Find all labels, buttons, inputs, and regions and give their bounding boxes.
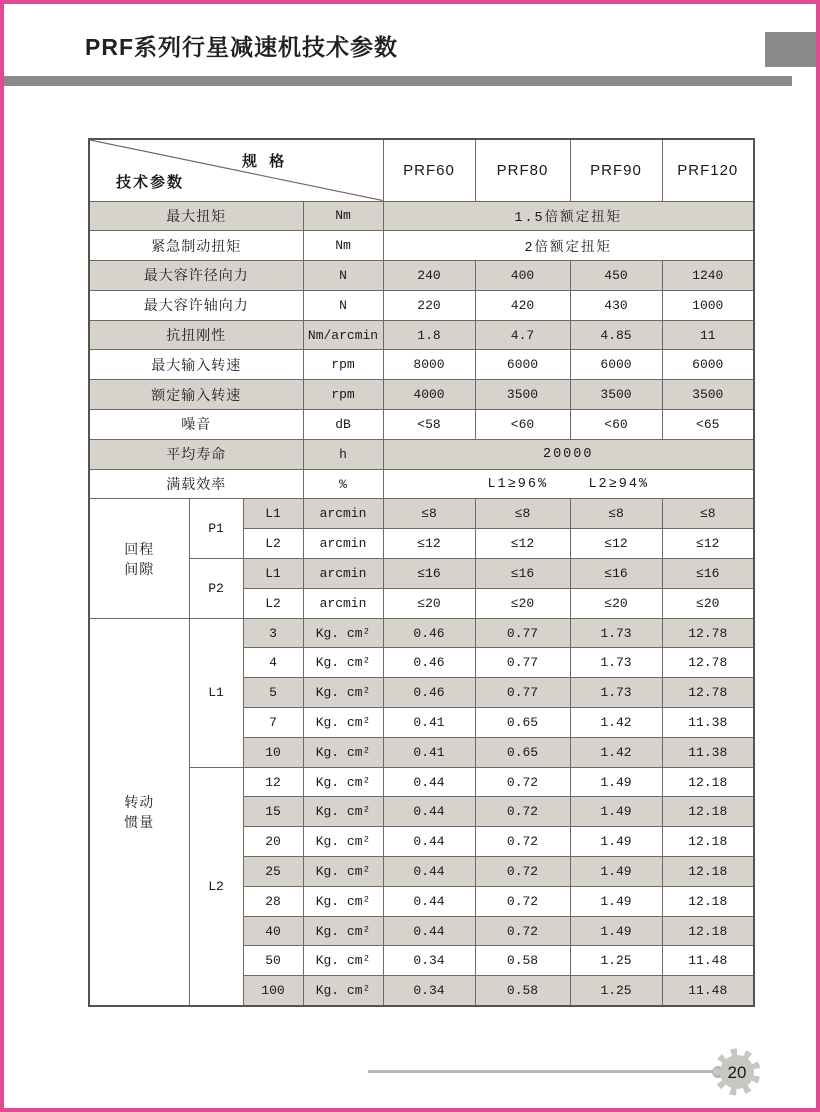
value-cell: 0.65 bbox=[475, 737, 570, 767]
value-cell: 0.72 bbox=[475, 886, 570, 916]
ratio-cell: 10 bbox=[243, 737, 303, 767]
merged-value-cell: 1.5倍额定扭矩 bbox=[383, 201, 754, 231]
value-cell: ≤12 bbox=[383, 529, 475, 559]
param-label-cell: 抗扭刚性 bbox=[89, 320, 303, 350]
ratio-cell: L1 bbox=[243, 499, 303, 529]
unit-cell: Kg. cm² bbox=[303, 737, 383, 767]
table-row bbox=[89, 439, 754, 469]
merged-value-cell: L1≥96% L2≥94% bbox=[383, 469, 754, 499]
param-label-cell: 噪音 bbox=[89, 410, 303, 440]
value-cell: 400 bbox=[475, 261, 570, 291]
unit-cell: Kg. cm² bbox=[303, 886, 383, 916]
spec-table bbox=[88, 138, 755, 1007]
table-row bbox=[89, 261, 754, 291]
value-cell: 12.78 bbox=[662, 678, 754, 708]
value-cell: ≤16 bbox=[662, 559, 754, 589]
value-cell: ≤16 bbox=[475, 559, 570, 589]
table-header-row bbox=[89, 139, 754, 201]
value-cell: 0.44 bbox=[383, 886, 475, 916]
unit-cell: Kg. cm² bbox=[303, 857, 383, 887]
ratio-cell: 4 bbox=[243, 648, 303, 678]
value-cell: 240 bbox=[383, 261, 475, 291]
footer-rule bbox=[368, 1070, 716, 1073]
ratio-cell: L2 bbox=[243, 529, 303, 559]
value-cell: 1.8 bbox=[383, 320, 475, 350]
value-cell: 12.18 bbox=[662, 767, 754, 797]
value-cell: 0.46 bbox=[383, 678, 475, 708]
value-cell: ≤20 bbox=[570, 588, 662, 618]
ratio-cell: 7 bbox=[243, 708, 303, 738]
table-row bbox=[89, 618, 754, 648]
ratio-cell: 50 bbox=[243, 946, 303, 976]
gear-icon bbox=[710, 1045, 764, 1099]
value-cell: ≤8 bbox=[570, 499, 662, 529]
page-number-badge bbox=[710, 1045, 764, 1099]
ratio-cell: 20 bbox=[243, 827, 303, 857]
title-underline-bar bbox=[4, 76, 792, 86]
value-cell: 6000 bbox=[475, 350, 570, 380]
group-cell: 回程 间隙 bbox=[89, 499, 189, 618]
value-cell: <58 bbox=[383, 410, 475, 440]
value-cell: 3500 bbox=[662, 380, 754, 410]
ratio-cell: 40 bbox=[243, 916, 303, 946]
table-row bbox=[89, 767, 754, 797]
table-row bbox=[89, 320, 754, 350]
unit-cell: rpm bbox=[303, 380, 383, 410]
unit-cell: Kg. cm² bbox=[303, 827, 383, 857]
value-cell: 12.18 bbox=[662, 886, 754, 916]
unit-cell: Kg. cm² bbox=[303, 767, 383, 797]
ratio-cell: 5 bbox=[243, 678, 303, 708]
value-cell: 1.49 bbox=[570, 767, 662, 797]
subgroup-cell: L1 bbox=[189, 618, 243, 767]
unit-cell: Kg. cm² bbox=[303, 946, 383, 976]
page-number: 20 bbox=[727, 1063, 747, 1082]
unit-cell: arcmin bbox=[303, 499, 383, 529]
column-header-prf90: PRF90 bbox=[570, 139, 662, 201]
unit-cell: Nm bbox=[303, 201, 383, 231]
value-cell: 0.44 bbox=[383, 767, 475, 797]
subgroup-cell: L2 bbox=[189, 767, 243, 1005]
value-cell: 12.18 bbox=[662, 827, 754, 857]
value-cell: 0.72 bbox=[475, 767, 570, 797]
value-cell: ≤20 bbox=[475, 588, 570, 618]
value-cell: 0.58 bbox=[475, 946, 570, 976]
value-cell: 12.78 bbox=[662, 648, 754, 678]
value-cell: 11 bbox=[662, 320, 754, 350]
value-cell: 0.77 bbox=[475, 618, 570, 648]
value-cell: 8000 bbox=[383, 350, 475, 380]
value-cell: ≤12 bbox=[475, 529, 570, 559]
value-cell: 430 bbox=[570, 290, 662, 320]
value-cell: ≤20 bbox=[383, 588, 475, 618]
value-cell: 0.72 bbox=[475, 797, 570, 827]
ratio-cell: 25 bbox=[243, 857, 303, 887]
corner-spec-label: 规 格 bbox=[242, 153, 289, 170]
unit-cell: dB bbox=[303, 410, 383, 440]
value-cell: 0.46 bbox=[383, 618, 475, 648]
unit-cell: arcmin bbox=[303, 559, 383, 589]
value-cell: 1.73 bbox=[570, 648, 662, 678]
column-header-prf60: PRF60 bbox=[383, 139, 475, 201]
spec-table-body bbox=[89, 201, 754, 1006]
value-cell: 11.38 bbox=[662, 737, 754, 767]
value-cell: 1.25 bbox=[570, 976, 662, 1006]
value-cell: 4.7 bbox=[475, 320, 570, 350]
table-row bbox=[89, 350, 754, 380]
value-cell: ≤20 bbox=[662, 588, 754, 618]
param-label-cell: 最大容许径向力 bbox=[89, 261, 303, 291]
unit-cell: Nm bbox=[303, 231, 383, 261]
column-header-prf120: PRF120 bbox=[662, 139, 754, 201]
value-cell: ≤12 bbox=[570, 529, 662, 559]
value-cell: 0.41 bbox=[383, 737, 475, 767]
value-cell: 3500 bbox=[475, 380, 570, 410]
value-cell: 0.65 bbox=[475, 708, 570, 738]
diagonal-header-cell bbox=[89, 139, 383, 201]
value-cell: 0.34 bbox=[383, 976, 475, 1006]
value-cell: 0.72 bbox=[475, 857, 570, 887]
param-label-cell: 平均寿命 bbox=[89, 439, 303, 469]
table-row bbox=[89, 380, 754, 410]
page-title: PRF系列行星减速机技术参数 bbox=[85, 34, 398, 60]
value-cell: <65 bbox=[662, 410, 754, 440]
param-label-cell: 紧急制动扭矩 bbox=[89, 231, 303, 261]
value-cell: 1.49 bbox=[570, 857, 662, 887]
value-cell: 0.44 bbox=[383, 916, 475, 946]
ratio-cell: L2 bbox=[243, 588, 303, 618]
value-cell: 0.77 bbox=[475, 678, 570, 708]
corner-param-label: 技术参数 bbox=[116, 173, 185, 191]
unit-cell: Kg. cm² bbox=[303, 797, 383, 827]
value-cell: 12.18 bbox=[662, 857, 754, 887]
value-cell: 1.49 bbox=[570, 827, 662, 857]
value-cell: 420 bbox=[475, 290, 570, 320]
value-cell: ≤8 bbox=[475, 499, 570, 529]
ratio-cell: 100 bbox=[243, 976, 303, 1006]
corner-accent-block bbox=[765, 32, 816, 67]
value-cell: 3500 bbox=[570, 380, 662, 410]
value-cell: 0.58 bbox=[475, 976, 570, 1006]
table-row bbox=[89, 231, 754, 261]
param-label-cell: 满载效率 bbox=[89, 469, 303, 499]
unit-cell: Kg. cm² bbox=[303, 648, 383, 678]
subgroup-cell: P1 bbox=[189, 499, 243, 559]
value-cell: 1.25 bbox=[570, 946, 662, 976]
value-cell: 1000 bbox=[662, 290, 754, 320]
value-cell: 11.48 bbox=[662, 946, 754, 976]
ratio-cell: 12 bbox=[243, 767, 303, 797]
group-cell: 转动 惯量 bbox=[89, 618, 189, 1005]
value-cell: 11.38 bbox=[662, 708, 754, 738]
unit-cell: arcmin bbox=[303, 588, 383, 618]
value-cell: <60 bbox=[475, 410, 570, 440]
unit-cell: % bbox=[303, 469, 383, 499]
value-cell: 12.78 bbox=[662, 618, 754, 648]
value-cell: 1.49 bbox=[570, 916, 662, 946]
column-header-prf80: PRF80 bbox=[475, 139, 570, 201]
unit-cell: Kg. cm² bbox=[303, 916, 383, 946]
value-cell: 0.34 bbox=[383, 946, 475, 976]
param-label-cell: 最大输入转速 bbox=[89, 350, 303, 380]
value-cell: 0.46 bbox=[383, 648, 475, 678]
param-label-cell: 最大扭矩 bbox=[89, 201, 303, 231]
value-cell: 0.41 bbox=[383, 708, 475, 738]
value-cell: 1.73 bbox=[570, 678, 662, 708]
table-row bbox=[89, 559, 754, 589]
value-cell: 1240 bbox=[662, 261, 754, 291]
table-row bbox=[89, 410, 754, 440]
value-cell: ≤16 bbox=[570, 559, 662, 589]
value-cell: 6000 bbox=[570, 350, 662, 380]
value-cell: 11.48 bbox=[662, 976, 754, 1006]
unit-cell: Nm/arcmin bbox=[303, 320, 383, 350]
ratio-cell: L1 bbox=[243, 559, 303, 589]
table-row bbox=[89, 290, 754, 320]
value-cell: 0.44 bbox=[383, 797, 475, 827]
value-cell: 0.77 bbox=[475, 648, 570, 678]
value-cell: 0.72 bbox=[475, 827, 570, 857]
unit-cell: Kg. cm² bbox=[303, 976, 383, 1006]
unit-cell: Kg. cm² bbox=[303, 678, 383, 708]
value-cell: 1.49 bbox=[570, 886, 662, 916]
value-cell: 4000 bbox=[383, 380, 475, 410]
value-cell: 4.85 bbox=[570, 320, 662, 350]
merged-value-cell: 20000 bbox=[383, 439, 754, 469]
unit-cell: N bbox=[303, 290, 383, 320]
ratio-cell: 15 bbox=[243, 797, 303, 827]
value-cell: 1.42 bbox=[570, 737, 662, 767]
value-cell: 6000 bbox=[662, 350, 754, 380]
value-cell: 1.73 bbox=[570, 618, 662, 648]
param-label-cell: 额定输入转速 bbox=[89, 380, 303, 410]
value-cell: 0.44 bbox=[383, 857, 475, 887]
value-cell: 1.42 bbox=[570, 708, 662, 738]
subgroup-cell: P2 bbox=[189, 559, 243, 619]
value-cell: ≤12 bbox=[662, 529, 754, 559]
ratio-cell: 3 bbox=[243, 618, 303, 648]
value-cell: ≤8 bbox=[383, 499, 475, 529]
unit-cell: Kg. cm² bbox=[303, 618, 383, 648]
unit-cell: h bbox=[303, 439, 383, 469]
value-cell: 0.44 bbox=[383, 827, 475, 857]
merged-value-cell: 2倍额定扭矩 bbox=[383, 231, 754, 261]
value-cell: 0.72 bbox=[475, 916, 570, 946]
value-cell: 12.18 bbox=[662, 797, 754, 827]
value-cell: ≤8 bbox=[662, 499, 754, 529]
unit-cell: arcmin bbox=[303, 529, 383, 559]
value-cell: 450 bbox=[570, 261, 662, 291]
param-label-cell: 最大容许轴向力 bbox=[89, 290, 303, 320]
value-cell: <60 bbox=[570, 410, 662, 440]
ratio-cell: 28 bbox=[243, 886, 303, 916]
table-row bbox=[89, 499, 754, 529]
unit-cell: N bbox=[303, 261, 383, 291]
table-row bbox=[89, 469, 754, 499]
unit-cell: Kg. cm² bbox=[303, 708, 383, 738]
value-cell: 1.49 bbox=[570, 797, 662, 827]
unit-cell: rpm bbox=[303, 350, 383, 380]
value-cell: 12.18 bbox=[662, 916, 754, 946]
value-cell: 220 bbox=[383, 290, 475, 320]
value-cell: ≤16 bbox=[383, 559, 475, 589]
table-row bbox=[89, 201, 754, 231]
